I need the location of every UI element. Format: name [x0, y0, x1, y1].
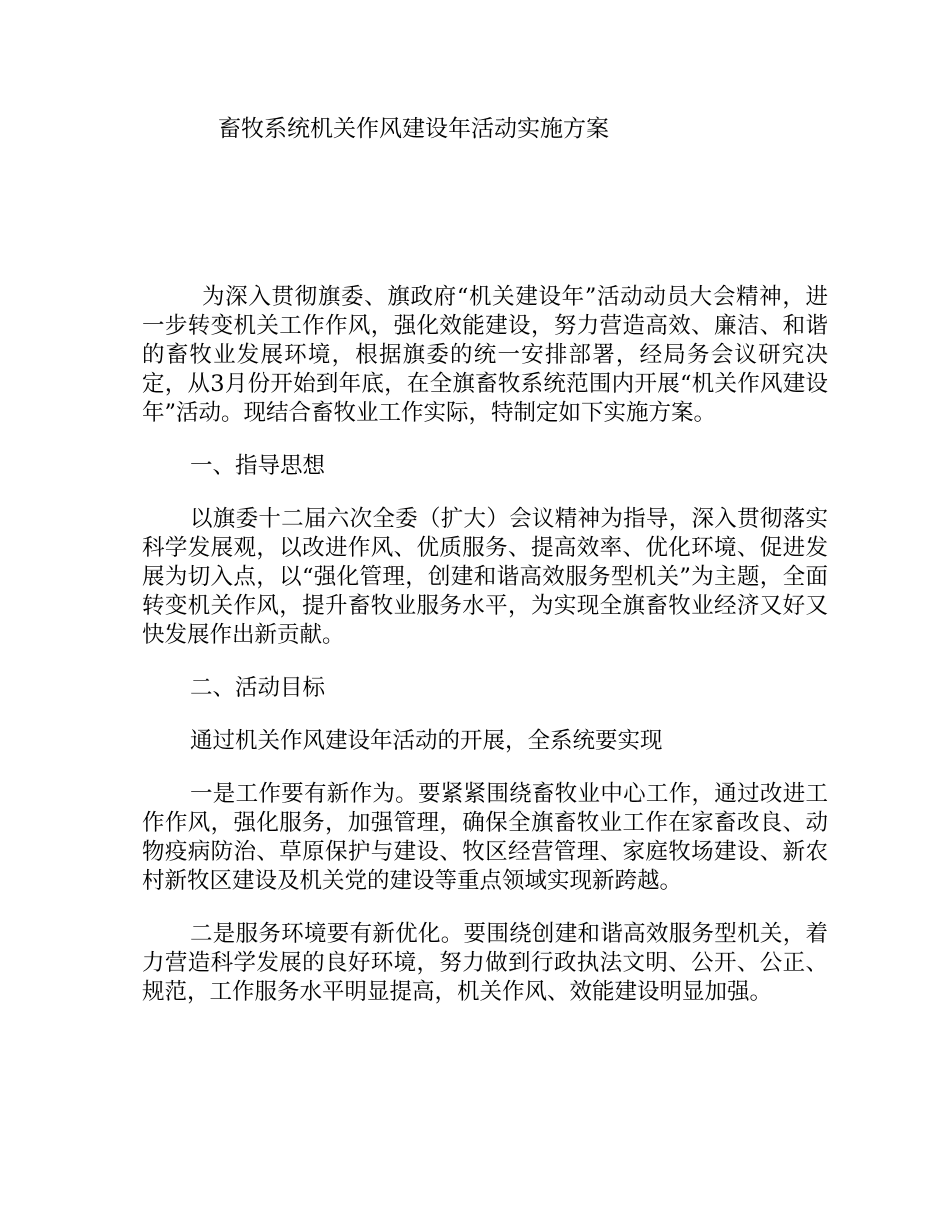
- document-body: [142, 283, 828, 1031]
- document-title: 畜牧系统机关作风建设年活动实施方案: [218, 116, 609, 142]
- goal-one-paragraph: 一是工作要有新作为。要紧紧围绕畜牧业中心工作，通过改进工作作风，强化服务，加强管理，确保全旗畜牧业工作在家畜改良、动物疫病防治、草原保护与建设、牧区经营管理、家庭牧场建设、新农村新牧区建设及机关党的建设等重点领域实现新跨越。: [142, 781, 828, 894]
- intro-paragraph: 为深入贯彻旗委、旗政府“机关建设年”活动动员大会精神，进一步转变机关工作作风，强化效能建设，努力营造高效、廉洁、和谐的畜牧业发展环境，根据旗委的统一安排部署，经局务会议研究决定，从3月份开始到年底，在全旗畜牧系统范围内开展“机关作风建设年”活动。现结合畜牧业工作实际，特制定如下实施方案。: [142, 284, 828, 426]
- goal-two-paragraph: 二是服务环境要有新优化。要围绕创建和谐高效服务型机关，着力营造科学发展的良好环境，努力做到行政执法文明、公开、公正、规范，工作服务水平明显提高，机关作风、效能建设明显加强。: [142, 921, 828, 1005]
- guiding-ideology-paragraph: 以旗委十二届六次全委（扩大）会议精神为指导，深入贯彻落实科学发展观，以改进作风、优质服务、提高效率、优化环境、促进发展为切入点，以“强化管理，创建和谐高效服务型机关”为主题，全面转变机关作风，提升畜牧业服务水平，为实现全旗畜牧业经济又好又快发展作出新贡献。: [142, 506, 828, 648]
- section-heading-activity-goals: 二、活动目标: [190, 675, 326, 701]
- activity-goals-intro-paragraph: 通过机关作风建设年活动的开展，全系统要实现: [190, 728, 663, 754]
- section-heading-guiding-ideology: 一、指导思想: [190, 453, 326, 479]
